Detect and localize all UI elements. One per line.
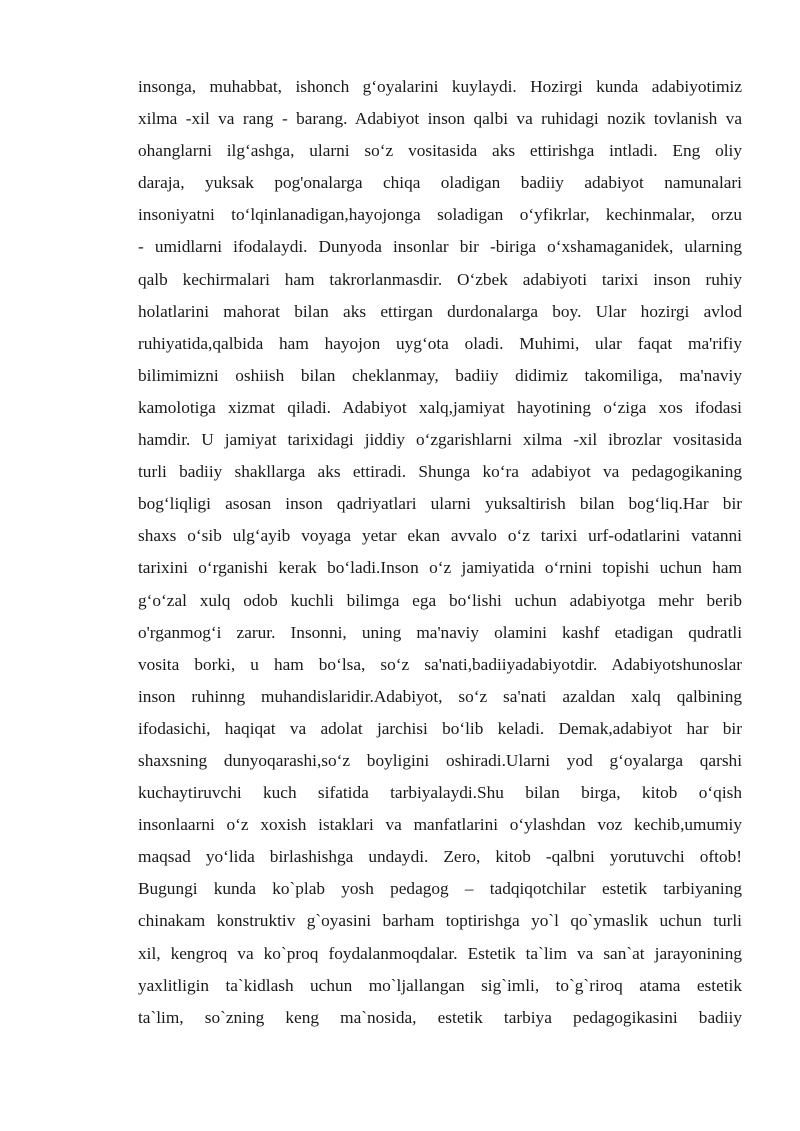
text-line: tarixini o‘rganishi kerak bo‘ladi.Inson o‘z jamiyatida o‘rnini topishi uchun ham xyxy=(138,558,742,578)
text-line: holatlarini mahorat bilan aks ettirgan durdonalarga boy. Ular hozirgi avlod xyxy=(138,301,742,321)
text-line: vosita borki, u ham bo‘lsa, so‘z sa'nati,badiiyadabiyotdir. Adabiyotshunoslar xyxy=(138,654,742,674)
text-line: inson ruhinng muhandislaridir.Adabiyot, so‘z sa'nati azaldan xalq qalbining xyxy=(138,686,742,706)
text-line: shaxs o‘sib ulg‘ayib voyaga yetar ekan avvalo o‘z tarixi urf-odatlarini vatanni xyxy=(138,526,742,546)
text-line: qalb kechirmalari ham takrorlanmasdir. O‘zbek adabiyoti tarixi inson ruhiy xyxy=(138,269,742,289)
text-line: ruhiyatida,qalbida ham hayojon uyg‘ota oladi. Muhimi, ular faqat ma'rifiy xyxy=(138,333,742,353)
text-line: ohanglarni ilg‘ashga, ularni so‘z vositasida aks ettirishga intladi. Eng oliy xyxy=(138,141,742,161)
text-line: o'rganmog‘i zarur. Insonni, uning ma'naviy olamini kashf etadigan qudratli xyxy=(138,622,742,642)
text-line: g‘o‘zal xulq odob kuchli bilimga ega bo‘lishi uchun adabiyotga mehr berib xyxy=(138,590,742,610)
text-line: maqsad yo‘lida birlashishga undaydi. Zero, kitob -qalbni yorutuvchi oftob! xyxy=(138,847,742,867)
text-line: turli badiiy shakllarga aks ettiradi. Shunga ko‘ra adabiyot va pedagogikaning xyxy=(138,462,742,482)
text-line: hamdir. U jamiyat tarixidagi jiddiy o‘zgarishlarni xilma -xil ibrozlar vositasida xyxy=(138,430,742,450)
text-line: xil, kengroq va ko`proq foydalanmoqdalar. Estetik ta`lim va san`at jarayonining xyxy=(138,943,742,963)
text-line: xilma -xil va rang - barang. Adabiyot inson qalbi va ruhidagi nozik tovlanish va xyxy=(138,109,742,129)
text-line: insoniyatni to‘lqinlanadigan,hayojonga soladigan o‘yfikrlar, kechinmalar, orzu xyxy=(138,205,742,225)
text-line: kamolotiga xizmat qiladi. Adabiyot xalq,jamiyat hayotining o‘ziga xos ifodasi xyxy=(138,397,742,417)
text-line: insonlaarni o‘z xoxish istaklari va manfatlarini o‘ylashdan voz kechib,umumiy xyxy=(138,815,742,835)
text-line: yaxlitligin ta`kidlash uchun mo`ljallangan sig`imli, to`g`riroq atama estetik xyxy=(138,975,742,995)
text-line: kuchaytiruvchi kuch sifatida tarbiyalaydi.Shu bilan birga, kitob o‘qish xyxy=(138,783,742,803)
text-line: chinakam konstruktiv g`oyasini barham toptirishga yo`l qo`ymaslik uchun turli xyxy=(138,911,742,931)
text-line: - umidlarni ifodalaydi. Dunyoda insonlar bir -biriga o‘xshamaganidek, ularning xyxy=(138,237,742,257)
text-line: Bugungi kunda ko`plab yosh pedagog – tadqiqotchilar estetik tarbiyaning xyxy=(138,879,742,899)
text-line: daraja, yuksak pog'onalarga chiqa oladigan badiiy adabiyot namunalari xyxy=(138,173,742,193)
text-line: insonga, muhabbat, ishonch g‘oyalarini kuylaydi. Hozirgi kunda adabiyotimiz xyxy=(138,77,742,96)
text-line: bilimimizni oshiish bilan cheklanmay, badiiy didimiz takomiliga, ma'naviy xyxy=(138,365,742,385)
text-line: ifodasichi, haqiqat va adolat jarchisi bo‘lib keladi. Demak,adabiyot har bir xyxy=(138,718,742,738)
body-text xyxy=(138,71,742,1034)
text-line: shaxsning dunyoqarashi,so‘z boyligini oshiradi.Ularni yod g‘oyalarga qarshi xyxy=(138,750,742,770)
text-line: bog‘liqligi asosan inson qadriyatlari ularni yuksaltirish bilan bog‘liq.Har bir xyxy=(138,494,742,514)
text-line: ta`lim, so`zning keng ma`nosida, estetik tarbiya pedagogikasini badiiy xyxy=(138,1007,742,1027)
